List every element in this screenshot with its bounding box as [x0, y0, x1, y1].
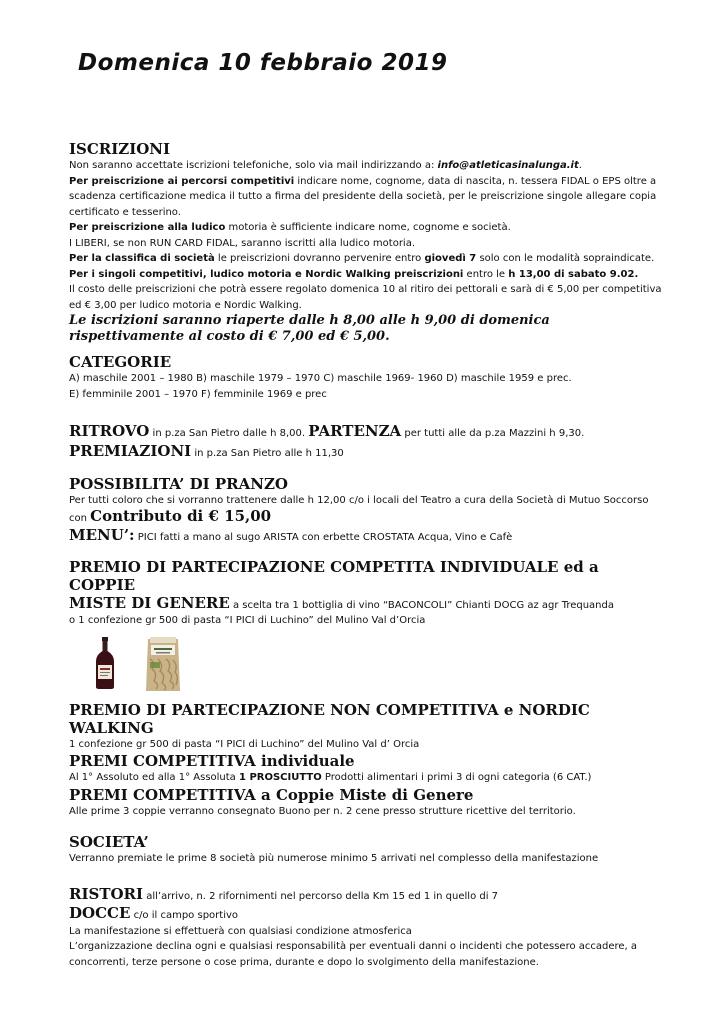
- menu-line: MENU’: PICI fatti a mano al sugo ARISTA con erbette CROSTATA Acqua, Vino e Cafè: [69, 526, 513, 544]
- iscrizioni-line-1: Non saranno accettate iscrizioni telefoniche, solo via mail indirizzando a: info@atleticasinalunga.it.: [69, 160, 582, 171]
- iscrizioni-societa: Per la classifica di società le preiscrizioni dovranno pervenire entro giovedì 7 solo con le modalità sopraindicate.: [69, 253, 655, 264]
- premio-competitiva-heading: PREMIO DI PARTECIPAZIONE COMPETITA INDIVIDUALE ed a COPPIE: [69, 557, 599, 594]
- pranzo-text: Per tutti coloro che si vorranno trattenere dalle h 12,00 c/o i locali del Teatro a cura della Società di Mutuo Soccorso con Contributo di € 15,00: [69, 495, 649, 525]
- iscrizioni-liberi: I LIBERI, se non RUN CARD FIDAL, saranno iscritti alla ludico motoria.: [69, 237, 416, 249]
- categorie-line-1: A) maschile 2001 – 1980 B) maschile 1979 – 1970 C) maschile 1969- 1960 D) maschile 1959 e prec.: [69, 373, 572, 384]
- pranzo-heading: POSSIBILITA’ DI PRANZO: [69, 475, 288, 493]
- premi-individuale-text: Al 1° Assoluto ed alla 1° Assoluta 1 PROSCIUTTO Prodotti alimentari i primi 3 di ogni categoria (6 CAT.): [69, 772, 592, 783]
- premiazioni-line: PREMIAZIONI in p.za San Pietro alle h 11,30: [69, 441, 344, 460]
- iscrizioni-riapertura: Le iscrizioni saranno riaperte dalle h 8,00 alle h 9,00 di domenica rispettivamente al costo di € 7,00 ed € 5,00.: [69, 313, 550, 344]
- pasta-package-image: [144, 635, 182, 693]
- ritrovo-line: RITROVO in p.za San Pietro dalle h 8,00. PARTENZA per tutti alle da p.za Mazzini h 9,30.: [69, 422, 585, 440]
- premi-individuale-heading: PREMI COMPETITIVA individuale: [69, 752, 355, 770]
- premiazioni-heading: PREMIAZIONI: [69, 441, 192, 460]
- premi-coppie-text: Alle prime 3 coppie verranno consegnato Buono per n. 2 cene presso strutture ricettive del territorio.: [69, 805, 576, 817]
- docce-line: DOCCE c/o il campo sportivo: [69, 904, 239, 922]
- premio-noncompetitiva-heading: PREMIO DI PARTECIPAZIONE NON COMPETITIVA e NORDIC WALKING: [69, 700, 590, 737]
- page-title: Domenica 10 febbraio 2019: [78, 50, 448, 76]
- societa-text: Verranno premiate le prime 8 società più numerose minimo 5 arrivati nel complesso della manifestazione: [69, 853, 599, 864]
- contributo-price: Contributo di € 15,00: [90, 506, 272, 525]
- societa-heading: SOCIETA’: [69, 833, 149, 851]
- footer-disclaimer: L’organizzazione declina ogni e qualsiasi responsabilità per eventuali danni o incidenti che potessero accadere, a concorrenti, terze persone o cose prima, durante e dopo lo svolgimento della manifestazione.: [69, 941, 638, 968]
- premio-noncompetitiva-text: 1 confezione gr 500 di pasta “I PICI di Luchino” del Mulino Val d’ Orcia: [69, 738, 420, 750]
- menu-label: MENU’:: [69, 526, 135, 544]
- prize-images: [69, 635, 669, 693]
- footer-weather: La manifestazione si effettuerà con qualsiasi condizione atmosferica: [69, 925, 412, 937]
- ristori-line: RISTORI all’arrivo, n. 2 rifornimenti nel percorso della Km 15 ed 1 in quello di 7: [69, 884, 499, 903]
- iscrizioni-singoli: Per i singoli competitivi, ludico motoria e Nordic Walking preiscrizioni entro le h 13,00 di sabato 9.02.: [69, 268, 639, 280]
- wine-bottle-image: [93, 637, 117, 689]
- iscrizioni-heading: ISCRIZIONI: [69, 140, 171, 158]
- ritrovo-heading: RITROVO: [69, 422, 150, 440]
- premio-competitiva-pasta: o 1 confezione gr 500 di pasta “I PICI di Luchino” del Mulino Val d’Orcia: [69, 615, 426, 626]
- email-link[interactable]: info@atleticasinalunga.it: [437, 160, 579, 171]
- categorie-heading: CATEGORIE: [69, 353, 172, 371]
- premi-coppie-heading: PREMI COMPETITIVA a Coppie Miste di Genere: [69, 785, 474, 804]
- iscrizioni-competitivi: Per preiscrizione ai percorsi competitivi indicare nome, cognome, data di nascita, n. tessera FIDAL o EPS oltre a scadenza certificazione medica il tutto a firma del presidente della società, per le preiscrizione singole allegare copia certificato e tesserino.: [69, 175, 657, 218]
- categorie-line-2: E) femminile 2001 – 1970 F) femminile 1969 e prec: [69, 388, 327, 400]
- iscrizioni-costo: Il costo delle preiscrizioni che potrà essere regolato domenica 10 al ritiro dei pettorali e sarà di € 5,00 per competitiva ed € 3,00 per ludico motoria e Nordic Walking.: [69, 284, 662, 311]
- document-body: [69, 140, 669, 970]
- ristori-heading: RISTORI: [69, 884, 144, 903]
- premio-competitiva-line: MISTE DI GENERE a scelta tra 1 bottiglia di vino “BACONCOLI” Chianti DOCG az agr Trequanda: [69, 593, 614, 612]
- partenza-heading: PARTENZA: [308, 422, 402, 440]
- iscrizioni-ludico: Per preiscrizione alla ludico motoria è sufficiente indicare nome, cognome e società.: [69, 222, 511, 233]
- docce-heading: DOCCE: [69, 904, 131, 922]
